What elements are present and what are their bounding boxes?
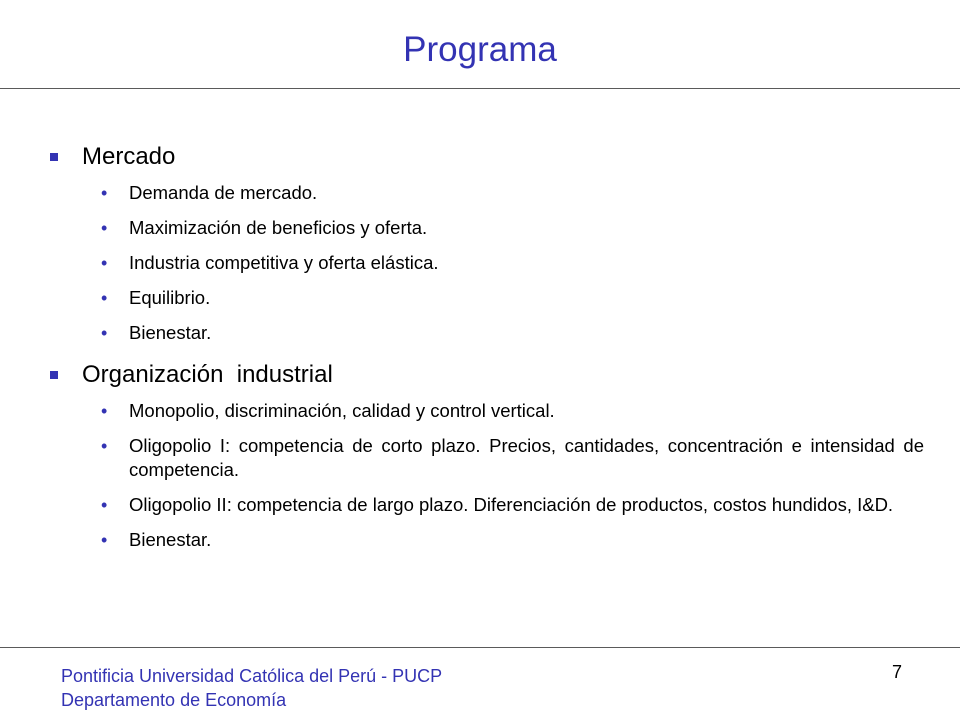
bullet-dot-icon: • (101, 495, 108, 515)
bullet-dot-icon: • (101, 401, 108, 421)
section-organizacion-industrial (48, 356, 924, 552)
list-item (48, 251, 924, 275)
bullet-dot-icon: • (101, 323, 108, 343)
list-item-text: Bienestar. (129, 529, 212, 550)
page-number: 7 (891, 662, 902, 682)
section-heading-text: Organización industrial (82, 361, 333, 388)
list-item-text: Oligopolio II: competencia de largo plazo. Diferenciación de productos, costos hundidos, I&D. (129, 494, 894, 515)
section-heading (48, 138, 924, 176)
list-item-text: Equilibrio. (129, 287, 211, 308)
section-mercado (48, 138, 924, 345)
section-heading-text: Mercado (82, 143, 176, 170)
slide-title: Programa (403, 30, 557, 69)
footer-department: Departamento de Economía (61, 690, 287, 710)
list-item-text: Demanda de mercado. (129, 182, 318, 203)
list-item (48, 528, 924, 552)
list-item (48, 321, 924, 345)
title-divider (0, 88, 960, 89)
square-bullet-icon (50, 371, 58, 379)
list-item-text: Oligopolio I: competencia de corto plazo. Precios, cantidades, concentración e intensidad de competencia. (129, 435, 924, 480)
bullet-dot-icon: • (101, 288, 108, 308)
list-item (48, 181, 924, 205)
bullet-dot-icon: • (101, 218, 108, 238)
footer-divider (0, 647, 960, 648)
footer-university: Pontificia Universidad Católica del Perú - PUCP (61, 666, 443, 686)
list-item (48, 216, 924, 240)
bullet-dot-icon: • (101, 530, 108, 550)
list-item-text: Bienestar. (129, 322, 212, 343)
list-item (48, 434, 924, 482)
square-bullet-icon (50, 153, 58, 161)
bullet-dot-icon: • (101, 436, 108, 456)
list-item (48, 493, 924, 517)
slide-content (48, 138, 924, 563)
list-item-text: Monopolio, discriminación, calidad y control vertical. (129, 400, 555, 421)
footer-institution (61, 664, 442, 712)
bullet-dot-icon: • (101, 183, 108, 203)
list-item-text: Maximización de beneficios y oferta. (129, 217, 428, 238)
list-item-text: Industria competitiva y oferta elástica. (129, 252, 439, 273)
list-item (48, 399, 924, 423)
section-heading (48, 356, 924, 394)
list-item (48, 286, 924, 310)
bullet-dot-icon: • (101, 253, 108, 273)
